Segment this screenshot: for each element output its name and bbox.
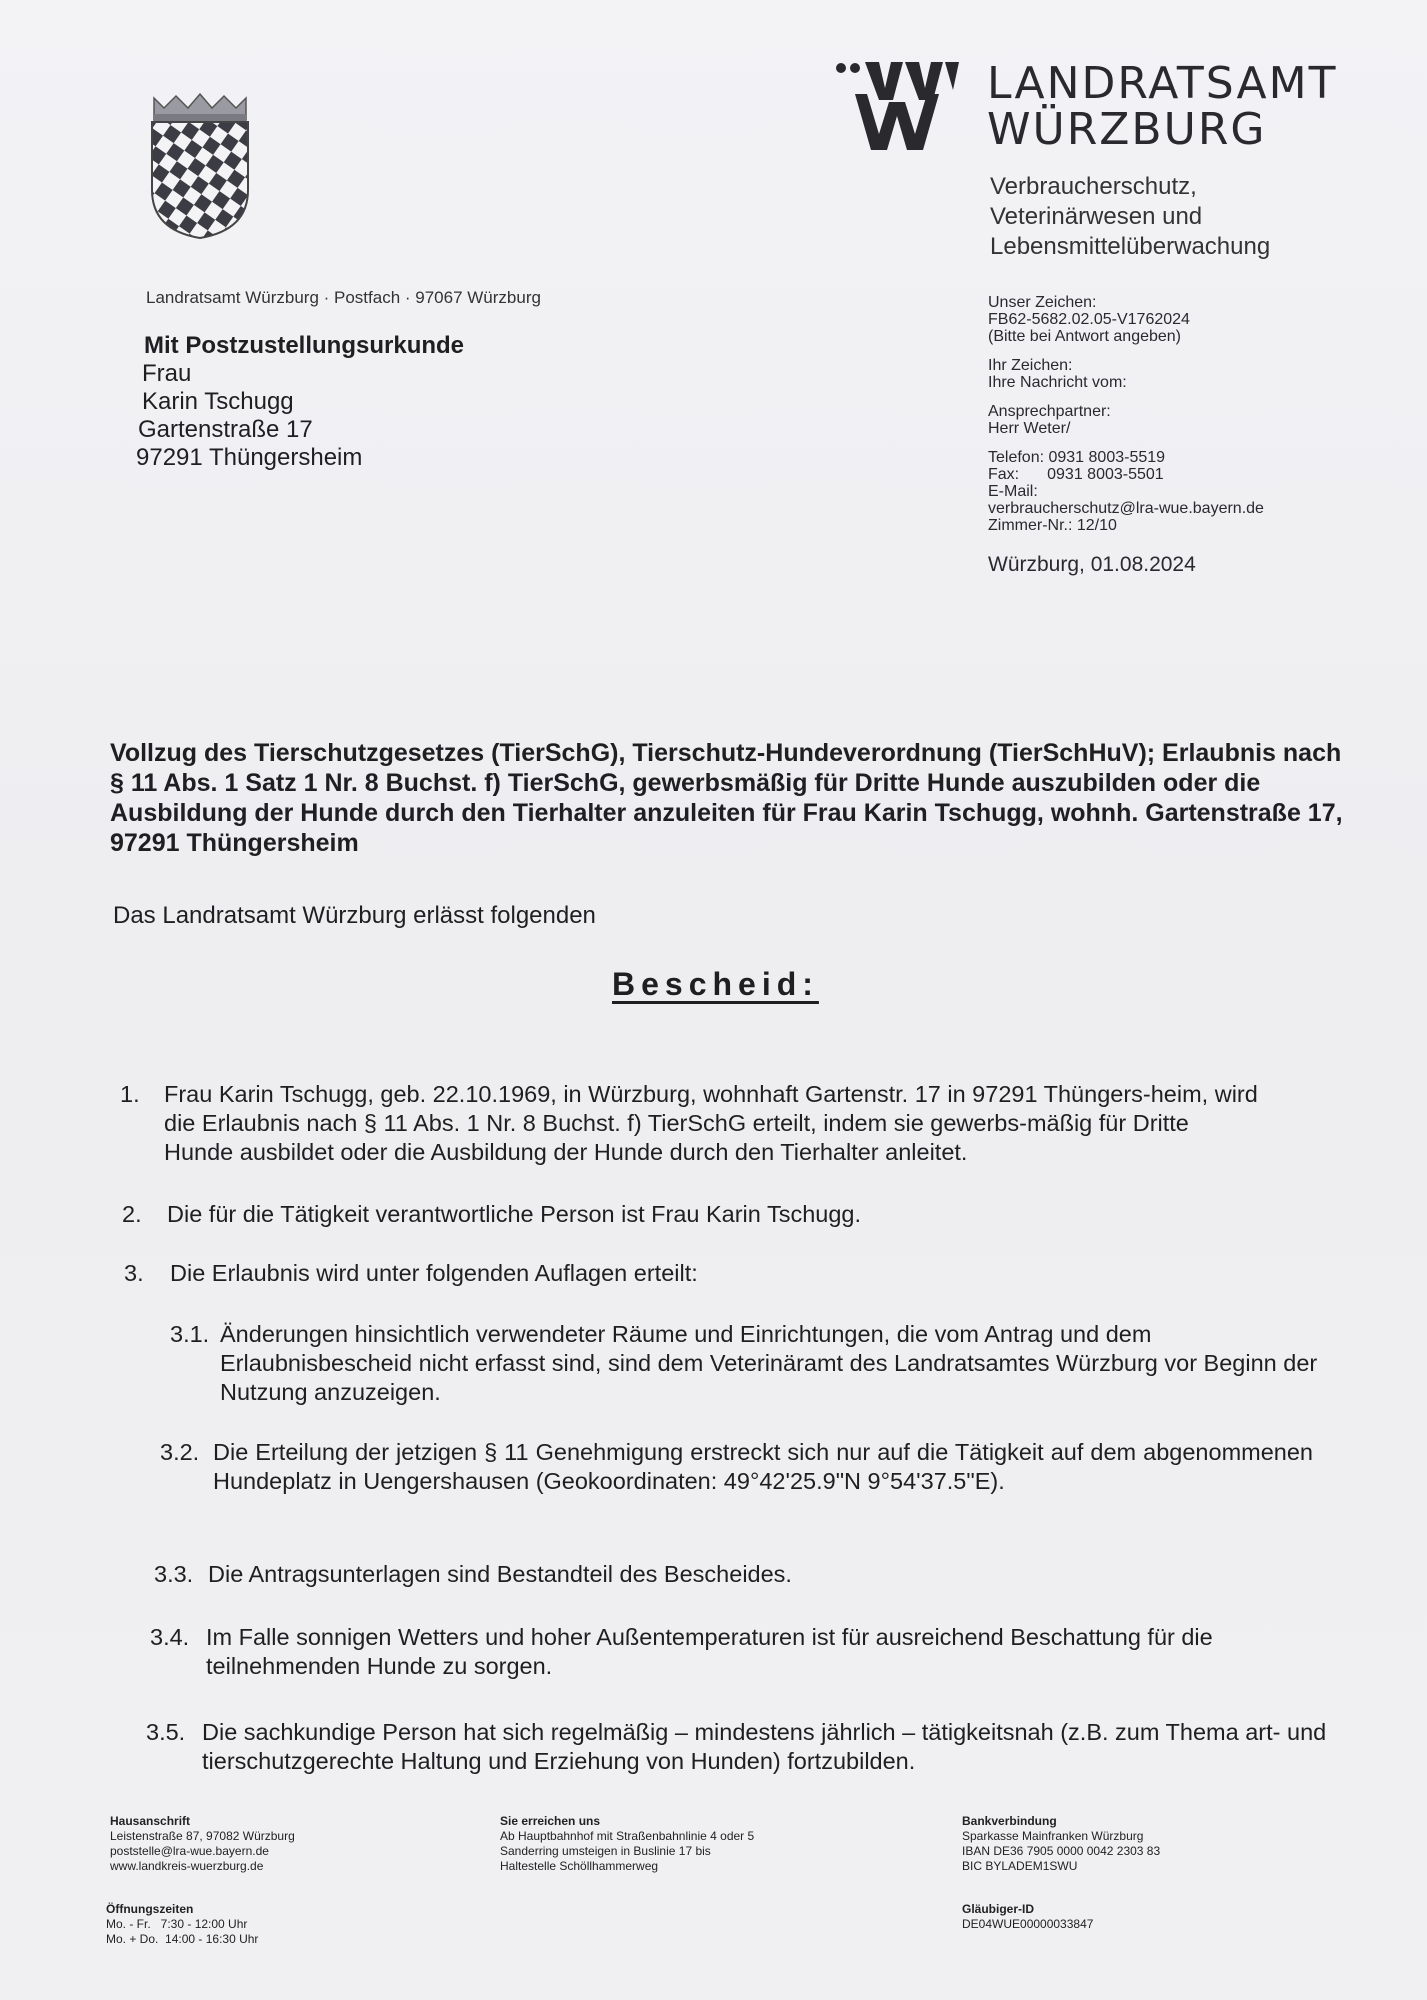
recipient-name: Karin Tschugg [142, 388, 294, 415]
footer-address [110, 1814, 295, 1874]
item-text: Die für die Tätigkeit verantwortliche Person ist Frau Karin Tschugg. [167, 1201, 862, 1227]
footer-bank-line: IBAN DE36 7905 0000 0042 2303 83 [962, 1844, 1161, 1858]
department-line: Veterinärwesen und [990, 203, 1203, 230]
footer-creditor [962, 1902, 1093, 1932]
footer-bank [962, 1814, 1160, 1874]
department-line: Verbraucherschutz, [990, 173, 1197, 200]
telefon: Telefon: 0931 8003-5519 [988, 449, 1166, 466]
item-text: Im Falle sonnigen Wetters und hoher Außentemperaturen ist für ausreichend Beschattung für die teilnehmenden Hunde zu sorgen. [206, 1624, 1213, 1679]
zimmer-number: Zimmer-Nr.: 12/10 [988, 517, 1117, 534]
footer-reach [500, 1814, 754, 1874]
fax-label: Fax: [988, 466, 1020, 483]
ihr-zeichen-label: Ihr Zeichen: [988, 357, 1073, 374]
ihre-nachricht-label: Ihre Nachricht vom: [988, 374, 1127, 391]
unser-zeichen-label: Unser Zeichen: [988, 294, 1097, 311]
recipient-city: 97291 Thüngersheim [136, 444, 363, 471]
footer-bank-title: Bankverbindung [962, 1814, 1057, 1828]
item-number: 3.3. [154, 1561, 194, 1587]
landratsamt-logo [835, 58, 1355, 158]
w-logo-icon [835, 60, 969, 152]
email-value: verbraucherschutz@lra-wue.bayern.de [988, 500, 1264, 517]
footer-hours-line: Mo. - Fr. 7:30 - 12:00 Uhr [106, 1917, 248, 1931]
footer-address-line: www.landkreis-wuerzburg.de [110, 1859, 264, 1873]
bavarian-coat-of-arms-icon [146, 92, 254, 240]
footer-bank-line: Sparkasse Mainfranken Würzburg [962, 1829, 1144, 1843]
footer-creditor-value: DE04WUE00000033847 [962, 1917, 1094, 1931]
footer-hours [106, 1902, 258, 1947]
unser-zeichen-note: (Bitte bei Antwort angeben) [988, 328, 1182, 345]
list-item [150, 1623, 1350, 1683]
item-text: Die Antragsunterlagen sind Bestandteil des Bescheides. [208, 1561, 792, 1587]
letter-date: Würzburg, 01.08.2024 [988, 553, 1196, 576]
item-text: Die Erteilung der jetzigen § 11 Genehmigung erstreckt sich nur auf die Tätigkeit auf dem abgenommenen Hundeplatz in Uengershausen (Geokoordinaten: 49°42'25.9"N 9°54'37.5"E). [213, 1439, 1313, 1494]
item-number: 3. [124, 1260, 144, 1286]
footer-reach-line: Haltestelle Schöllhammerweg [500, 1859, 659, 1873]
list-item [154, 1560, 1354, 1590]
list-item [122, 1200, 1322, 1230]
department-line: Lebensmittelüberwachung [990, 233, 1271, 260]
footer-address-line: Leistenstraße 87, 97082 Würzburg [110, 1829, 295, 1843]
fax-value: 0931 8003-5501 [1047, 466, 1164, 483]
email-label: E-Mail: [988, 483, 1038, 500]
list-item [124, 1259, 1324, 1289]
item-number: 3.2. [160, 1439, 200, 1465]
subject-line: Vollzug des Tierschutzgesetzes (TierSchG), Tierschutz-Hundeverordnung (TierSchHuV); Erlaubnis nach § 11 Abs. 1 Satz 1 Nr. 8 Buchst. f) TierSchG, gewerbsmäßig für Dritte Hunde auszubilden oder die Ausbildung der Hunde durch den Tierhalter anzuleiten für Frau Karin Tschugg, wohnh. Gartenstraße 17, 97291 Thüngersheim [110, 739, 1343, 857]
department-name [990, 172, 1270, 262]
item-number: 2. [122, 1201, 142, 1227]
contact-label: Ansprechpartner: [988, 403, 1111, 420]
footer-reach-line: Ab Hauptbahnhof mit Straßenbahnlinie 4 oder 5 [500, 1829, 755, 1843]
decision-heading: Bescheid: [612, 966, 819, 1002]
footer-hours-line: Mo. + Do. 14:00 - 16:30 Uhr [106, 1932, 259, 1946]
item-number: 3.4. [150, 1624, 190, 1650]
delivery-method: Mit Postzustellungsurkunde [144, 332, 465, 359]
contact-value: Herr Weter/ [988, 420, 1071, 437]
footer-creditor-title: Gläubiger-ID [962, 1902, 1035, 1916]
footer-address-title: Hausanschrift [110, 1814, 191, 1828]
unser-zeichen-value: FB62-5682.02.05-V1762024 [988, 311, 1190, 328]
item-number: 3.5. [146, 1719, 186, 1745]
item-text: Frau Karin Tschugg, geb. 22.10.1969, in Würzburg, wohnhaft Gartenstr. 17 in 97291 Thüngers-heim, wird die Erlaubnis nach § 11 Abs. 1 Nr. 8 Buchst. f) TierSchG erteilt, indem sie gewerbs-mäßig für Dritte Hunde ausbildet oder die Ausbildung der Hunde durch den Tierhalter anleitet. [164, 1081, 1258, 1165]
reference-block [988, 294, 1264, 576]
item-text: Die sachkundige Person hat sich regelmäßig – mindestens jährlich – tätigkeitsnah (z.B. zum Thema art- und tierschutzgerechte Haltung und Erziehung von Hunden) fortzubilden. [202, 1719, 1327, 1774]
logo-line-1: LANDRATSAMT [987, 58, 1338, 109]
list-item [160, 1438, 1360, 1528]
list-item [170, 1320, 1370, 1410]
item-number: 1. [120, 1081, 140, 1107]
footer-reach-line: Sanderring umsteigen in Buslinie 17 bis [500, 1844, 711, 1858]
list-item [120, 1080, 1320, 1170]
recipient-salutation: Frau [142, 360, 192, 387]
footer-hours-title: Öffnungszeiten [106, 1902, 194, 1916]
sender-return-address: Landratsamt Würzburg · Postfach · 97067 Würzburg [146, 288, 541, 307]
item-number: 3.1. [170, 1321, 210, 1347]
recipient-street: Gartenstraße 17 [138, 416, 313, 443]
item-text: Änderungen hinsichtlich verwendeter Räume und Einrichtungen, die vom Antrag und dem Erlaubnisbescheid nicht erfasst sind, sind dem Veterinäramt des Landratsamtes Würzburg vor Beginn der Nutzung anzuzeigen. [220, 1321, 1318, 1405]
item-text: Die Erlaubnis wird unter folgenden Auflagen erteilt: [170, 1260, 698, 1286]
recipient-address [136, 332, 464, 472]
footer-address-line: poststelle@lra-wue.bayern.de [110, 1844, 269, 1858]
footer-bank-line: BIC BYLADEM1SWU [962, 1859, 1078, 1873]
footer-reach-title: Sie erreichen uns [500, 1814, 601, 1828]
logo-line-2: WÜRZBURG [987, 104, 1267, 155]
list-item [146, 1718, 1346, 1778]
intro-text: Das Landratsamt Würzburg erlässt folgenden [113, 902, 596, 929]
